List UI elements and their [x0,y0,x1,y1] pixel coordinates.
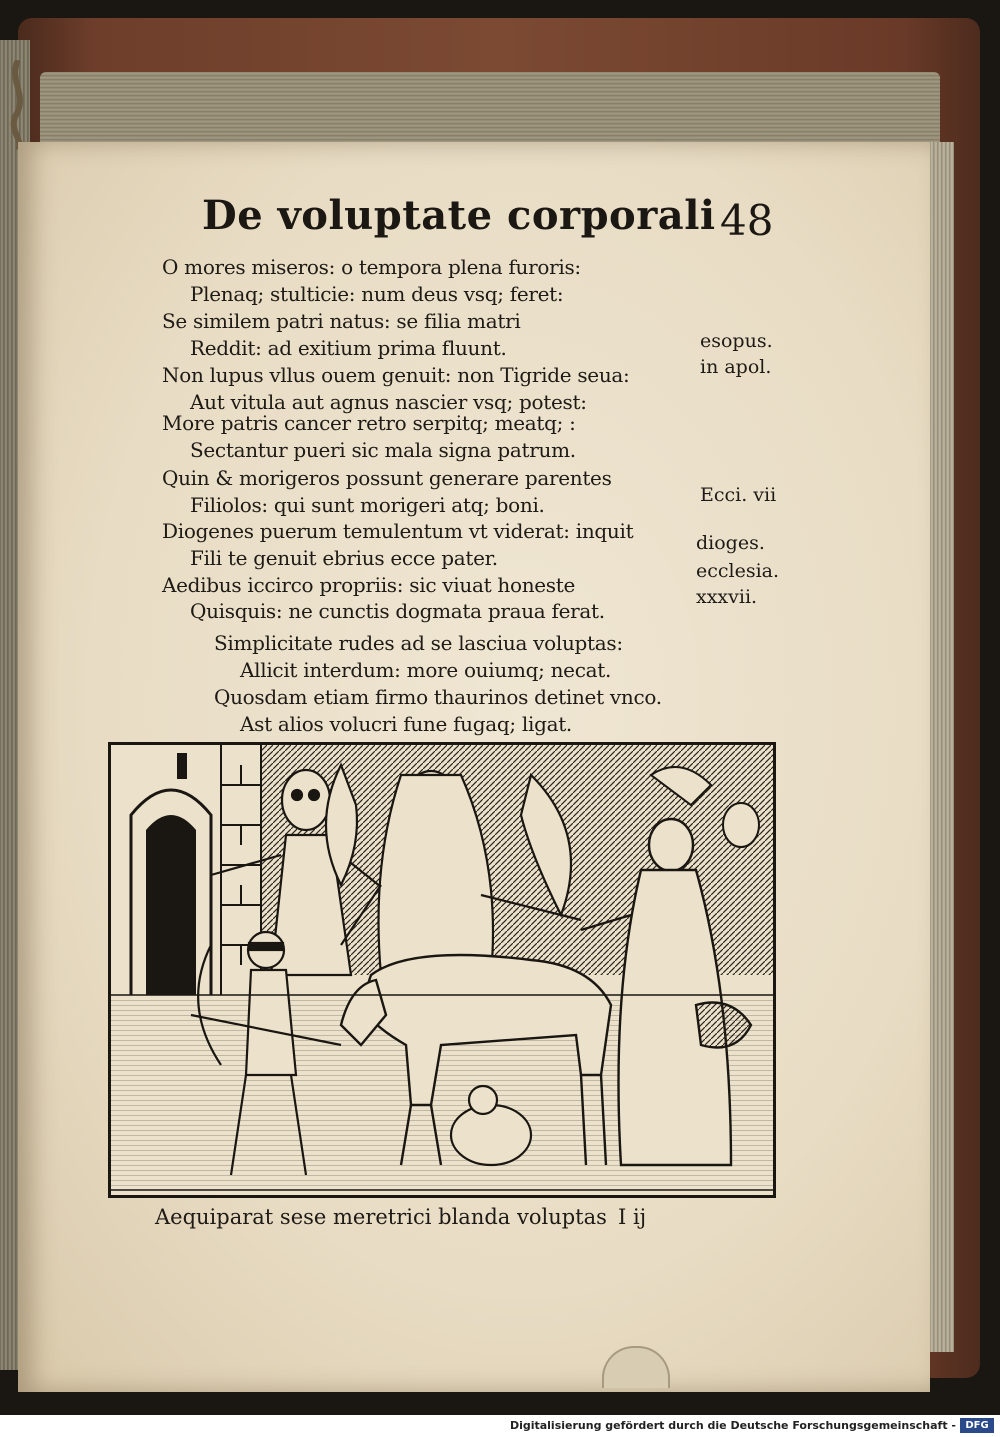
woodcut-illustration [108,742,776,1198]
dfg-logo-icon: DFG [960,1418,994,1433]
verse-line: Ast alios volucri fune fugaq; ligat. [240,712,572,736]
verse-line: Allicit interdum: more ouiumq; necat. [240,658,612,682]
verse-line: Reddit: ad exitium prima fluunt. [190,336,507,360]
woodcut-caption: Aequiparat sese meretrici blanda voluptas [155,1205,607,1229]
marginal-note: dioges. [696,532,765,554]
bookmark-cord [4,60,32,150]
verse-line: Quisquis: ne cunctis dogmata praua ferat. [190,599,605,623]
verse-line: Plenaq; stulticie: num deus vsq; feret: [190,282,564,306]
footer-bar [0,1415,1000,1437]
verse-line: Diogenes puerum temulentum vt viderat: inquit [162,519,634,543]
verse-line: Fili te genuit ebrius ecce pater. [190,546,498,570]
woodcut-drawing [111,745,773,1195]
verse-line: Aedibus iccirco propriis: sic viuat honeste [162,573,576,597]
verse-line: Aut vitula aut agnus nascier vsq; potest: [190,390,587,414]
verse-line: More patris cancer retro serpitq; meatq; : [162,411,576,435]
verse-line: Non lupus vllus ouem genuit: non Tigride seua: [162,363,630,387]
folio-number: 48 [720,196,774,245]
marginal-note: Ecci. vii [700,484,777,506]
marginal-note: esopus. [700,330,773,352]
signature-mark: I ij [618,1205,647,1229]
verse-line: Sectantur pueri sic mala signa patrum. [190,438,576,462]
marginal-note: in apol. [700,356,772,378]
footer-credit: Digitalisierung gefördert durch die Deutsche Forschungsgemeinschaft - [509,1419,956,1432]
right-page-edges [930,142,954,1352]
verse-line: Simplicitate rudes ad se lasciua voluptas: [214,631,623,655]
verse-line: Quin & morigeros possunt generare parentes [162,466,612,490]
verse-line: Se similem patri natus: se filia matri [162,309,521,333]
verse-line: Quosdam etiam firmo thaurinos detinet vnco. [214,685,662,709]
verse-line: Filiolos: qui sunt morigeri atq; boni. [190,493,545,517]
marginal-note: xxxvii. [696,586,758,608]
verse-line: O mores miseros: o tempora plena furoris: [162,255,581,279]
running-head: De voluptate corporali [202,192,716,239]
marginal-note: ecclesia. [696,560,780,582]
